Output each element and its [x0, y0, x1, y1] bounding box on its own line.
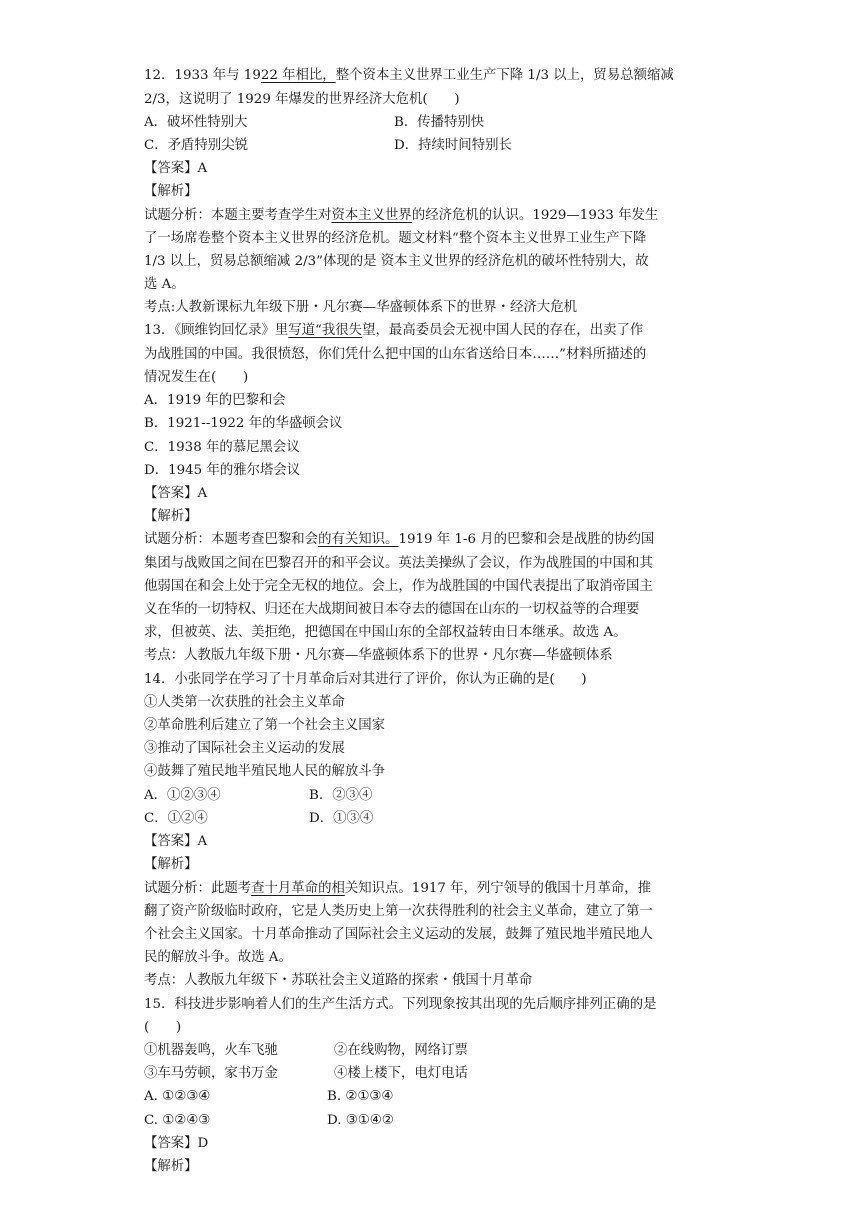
q14-item-3: ③推动了国际社会主义运动的发展	[144, 741, 345, 756]
q13-explanation-line1	[144, 529, 654, 551]
q15-stem-line1: 15．科技进步影响着人们的生产生活方式。下列现象按其出现的先后顺序排列正确的是	[144, 997, 657, 1012]
q13-kaodian: 考点：人教版九年级下册・凡尔赛—华盛顿体系下的世界・凡尔赛—华盛顿体系	[144, 648, 613, 663]
q13-exp-text: 1919 年 1-6 月的巴黎和会是战胜的协约国	[398, 532, 655, 547]
q12-answer: 【答案】A	[144, 161, 208, 176]
q12-analysis-label: 【解析】	[144, 184, 198, 199]
q14-explanation-line1	[144, 878, 651, 900]
q14-option-d: D．①③④	[309, 811, 374, 826]
q12-option-d: D．持续时间特别长	[394, 138, 512, 153]
q13-explanation-line4: 义在华的一切特权、归还在大战期间被日本夺去的德国在山东的一切权益等的合理要	[144, 602, 640, 617]
q14-item-1: ①人类第一次获胜的社会主义革命	[144, 695, 345, 710]
q13-analysis-label: 【解析】	[144, 509, 198, 524]
q13-stem-line2: 为战胜国的中国。我很愤怒，你们凭什么把中国的山东省送给日本……”材料所描述的	[144, 347, 647, 362]
q15-item-3: ③车马劳顿，家书万金	[144, 1066, 278, 1081]
q12-stem-text: 整个资本主义世界工业生产下降 1/3 以上，贸易总额缩减	[335, 68, 674, 83]
q13-explanation-line2: 集团与战败国之间在巴黎召开的和平会议。英法美操纵了会议，作为战胜国的中国和其	[144, 556, 653, 571]
q15-option-a: A. ①②③④	[144, 1089, 211, 1104]
q14-exp-underlined: 查十月革命的相	[251, 881, 345, 896]
q15-option-c: C. ①②④③	[144, 1113, 211, 1128]
q15-item-4: ④楼上楼下，电灯电话	[334, 1066, 468, 1081]
q14-explanation-line3: 个社会主义国家。十月革命推动了国际社会主义运动的发展，鼓舞了殖民地半殖民地人	[144, 927, 653, 942]
q14-item-2: ②革命胜利后建立了第一个社会主义国家	[144, 718, 386, 733]
q13-option-d: D．1945 年的雅尔塔会议	[144, 463, 301, 478]
q14-option-b: B．②③④	[309, 788, 373, 803]
q15-stem-line2: ( )	[144, 1020, 182, 1035]
q13-explanation-line5: 求，但被英、法、美拒绝，把德国在中国山东的全部权益转由日本继承。故选 A。	[144, 625, 627, 640]
q12-stem-line2: 2/3，这说明了 1929 年爆发的世界经济大危机( )	[144, 92, 460, 107]
q13-stem-underlined: 写道“我很失	[288, 323, 363, 338]
q13-stem-line3: 情况发生在( )	[144, 370, 249, 385]
q12-option-c: C．矛盾特别尖锐	[144, 138, 248, 153]
q14-explanation-line4: 民的解放斗争。故选 A。	[144, 950, 292, 965]
q14-kaodian: 考点：人教版九年级下・苏联社会主义道路的探索・俄国十月革命	[144, 973, 533, 988]
q13-option-a: A．1919 年的巴黎和会	[144, 393, 286, 408]
q14-answer: 【答案】A	[144, 834, 208, 849]
q14-exp-text: 试题分析：此题考	[144, 881, 252, 896]
q12-stem-text: 12．1933 年与 19	[144, 68, 261, 83]
q12-option-a: A．破坏性特别大	[144, 115, 248, 130]
q14-option-c: C．①②④	[144, 811, 208, 826]
q12-explanation-line4: 选 A。	[144, 277, 185, 292]
q13-option-c: C．1938 年的慕尼黑会议	[144, 440, 300, 455]
q15-answer: 【答案】D	[144, 1136, 209, 1151]
q12-explanation-line1	[144, 205, 658, 227]
q12-kaodian: 考点:人教新课标九年级下册・凡尔赛—华盛顿体系下的世界・经济大危机	[144, 300, 578, 315]
q15-option-b: B. ②①③④	[327, 1089, 394, 1104]
q14-stem-line1: 14．小张同学在学习了十月革命后对其进行了评价，你认为正确的是( )	[144, 672, 587, 687]
q14-exp-text: 关知识点。1917 年，列宁领导的俄国十月革命，推	[344, 881, 652, 896]
q13-exp-underlined: 的有关知识。	[318, 532, 399, 547]
q15-item-1: ①机器轰鸣，火车飞驰	[144, 1043, 278, 1058]
q12-exp-text: 试题分析：本题主要考查学生对	[144, 208, 332, 223]
q13-stem-line1	[144, 320, 643, 342]
q12-exp-text: 的经济危机的认识。1929—1933 年发生	[411, 208, 659, 223]
q14-option-a: A．①②③④	[144, 788, 221, 803]
q12-exp-underlined: 资本主义世界	[331, 208, 412, 223]
q15-option-d: D. ③①④②	[327, 1113, 394, 1128]
q13-stem-text: 13．《顾维钧回忆录》里	[144, 323, 289, 338]
q12-stem-underlined: 22 年相比，	[260, 68, 336, 83]
q13-answer: 【答案】A	[144, 486, 208, 501]
q15-analysis-label: 【解析】	[144, 1159, 198, 1174]
q14-item-4: ④鼓舞了殖民地半殖民地人民的解放斗争	[144, 764, 386, 779]
q12-option-b: B．传播特别快	[394, 115, 485, 130]
q12-explanation-line2: 了一场席卷整个资本主义世界的经济危机。题文材料“整个资本主义世界工业生产下降	[144, 231, 647, 246]
q12-stem-line1	[144, 65, 674, 87]
q14-analysis-label: 【解析】	[144, 857, 198, 872]
q13-stem-text: 望，最高委员会无视中国人民的存在，出卖了作	[362, 323, 644, 338]
q12-explanation-line3: 1/3 以上，贸易总额缩减 2/3”体现的是 资本主义世界的经济危机的破坏性特别大，故	[144, 254, 649, 269]
q13-exp-text: 试题分析：本题考查巴黎和会	[144, 532, 319, 547]
q14-explanation-line2: 翻了资产阶级临时政府，它是人类历史上第一次获得胜利的社会主义革命，建立了第一	[144, 904, 653, 919]
q13-explanation-line3: 他弱国在和会上处于完全无权的地位。会上，作为战胜国的中国代表提出了取消帝国主	[144, 579, 653, 594]
q13-option-b: B．1921--1922 年的华盛顿会议	[144, 416, 343, 431]
q15-item-2: ②在线购物，网络订票	[334, 1043, 468, 1058]
